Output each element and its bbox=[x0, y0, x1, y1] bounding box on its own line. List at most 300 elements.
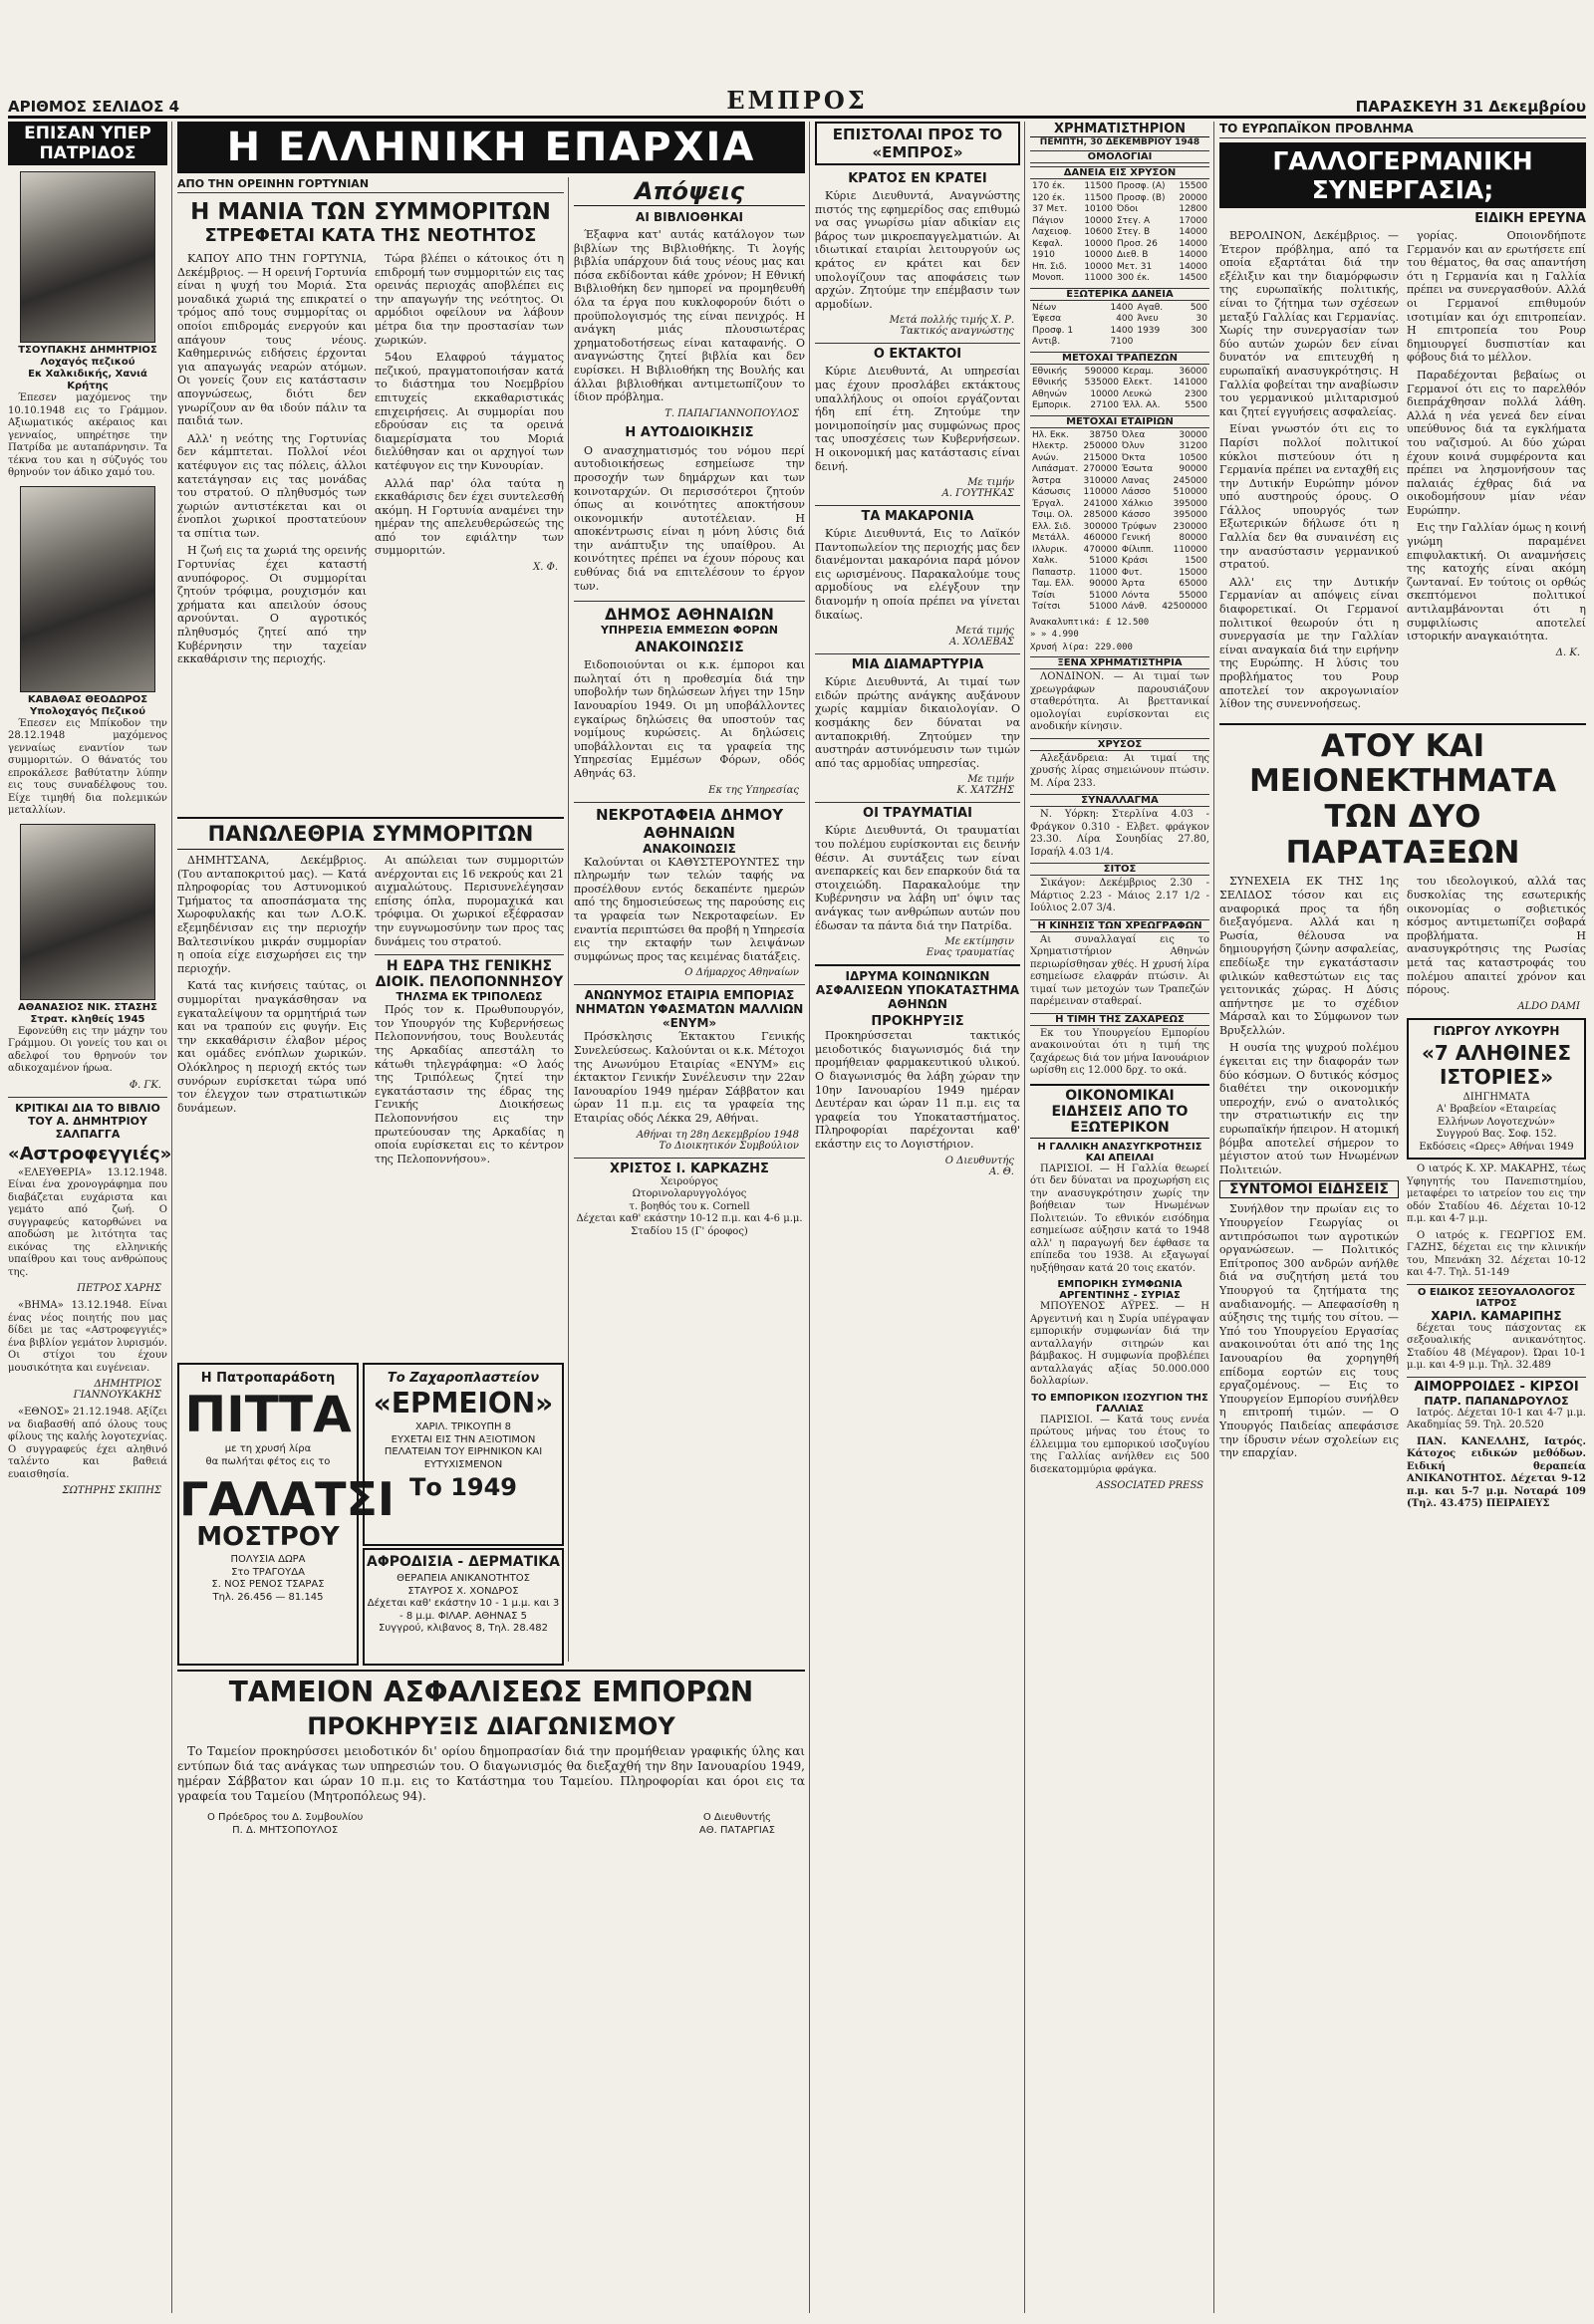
letter-3-body: Κύριε Διευθυντά, Εις το Λαϊκόν Παντοπωλείον της περιοχής μας δεν διανέμονται μακαρόνια παρά μόνον εις ωρισμένους. Παρακαλούμε τους αρμοδίους να ελέγξουν την διανομήν η οποία πρέπει να γίνεται δικαίως. bbox=[815, 527, 1020, 622]
disadv-body-1: ΣΥΝΕΧΕΙΑ ΕΚ ΤΗΣ 1ης ΣΕΛΙΔΟΣ τόσον και εις αναφορικά προς τα ήδη διεξαγόμενα. Αλλά και η Ρωσία, θέλουσα να δημιουργήση ζώνην ασφαλείας, επεδίωξε την εγκατάστασιν φιλικών καθεστώτων εις τας γειτονικάς χώρας. Η Δύσις απήντησε με το σχέδιον Μάρσαλ και το Σύμφωνον των Βρυξελλών. bbox=[1219, 875, 1399, 1037]
etairies-row bbox=[1030, 476, 1209, 488]
xrematiston-text: Αι συναλλαγαί εις το Χρηματιστήριον Αθηνών περιωρίσθησαν χθές. Η χρυσή λίρα εσημείωσε ελαφράν πτώσιν. Αι τιμαί των μετοχών των Τραπεζών παρέμειναν σταθεραί. bbox=[1030, 933, 1209, 1007]
daneia-cell: Στεγ. Β bbox=[1116, 227, 1151, 237]
etairies-cell: 11000 bbox=[1089, 567, 1118, 578]
exoterika-cell: Προσφ. 1 bbox=[1032, 325, 1074, 336]
etairies-row bbox=[1030, 522, 1209, 534]
doctor-2: Ο ιατρός κ. ΓΕΩΡΓΙΟΣ ΕΜ. ΓΑΖΗΣ, δέχεται εις την κλινικήν του, Μπενάκη 32. Δέχεται 10-12 και 4-7. Τηλ. 51-149 bbox=[1407, 1229, 1586, 1279]
daneia-cell: Προσ. 26 bbox=[1116, 238, 1158, 249]
autodiox-title: Η ΑΥΤΟΔΙΟΙΚΗΣΙΣ bbox=[625, 424, 754, 440]
daneia-row bbox=[1030, 250, 1209, 262]
etairies-cell: 30000 bbox=[1179, 429, 1207, 440]
etairies-cell: Τσίσι bbox=[1032, 590, 1055, 601]
exoterika-title: ΕΞΩΤΕΡΙΚΑ ΔΑΝΕΙΑ bbox=[1030, 288, 1209, 301]
daneia-row bbox=[1030, 193, 1209, 205]
etairies-cell: 42500000 bbox=[1162, 602, 1207, 612]
etairies-cell: 10500 bbox=[1179, 452, 1207, 463]
finance-column bbox=[1030, 122, 1209, 2313]
daneia-row bbox=[1030, 239, 1209, 251]
pitta-big: ΠΙΤΤΑ bbox=[184, 1386, 352, 1443]
etairies-cell: Τρύφων bbox=[1121, 521, 1157, 532]
sitos-text: Σικάγον: Δεκέμβριος 2.30 - Μάρτιος 2.23 - Μάιος 2.17 1/2 - Ιούλιος 2.07 3/4. bbox=[1030, 878, 1209, 913]
book-text: ΔΙΗΓΗΜΑΤΑ Α' Βραβείον «Εταιρείας Ελλήνων Λογοτεχνών» Συγγρού Βας. Σοφ. 152. Εκδόσεις «Ωρες» Αθήναι 1949 bbox=[1419, 1091, 1574, 1153]
etairies-cell: Ανών. bbox=[1032, 452, 1059, 463]
etairies-row bbox=[1030, 591, 1209, 603]
daneia-cell: 10000 bbox=[1084, 261, 1113, 272]
eco-h2: ΕΜΠΟΡΙΚΗ ΣΥΜΦΩΝΙΑ ΑΡΓΕΝΤΙΝΗΣ - ΣΥΡΙΑΣ bbox=[1057, 1279, 1183, 1301]
daneia-cell: 14500 bbox=[1179, 273, 1207, 283]
finance-title: ΧΡΗΜΑΤΙΣΤΗΡΙΟΝ bbox=[1030, 122, 1209, 137]
nekro-sig: Ο Δήμαρχος Αθηναίων bbox=[684, 967, 799, 979]
letter-2-sig: Με τιμήν Α. ΓΟΥΤΗΚΑΣ bbox=[941, 477, 1014, 500]
synallagma-title: ΣΥΝΑΛΛΑΓΜΑ bbox=[1030, 794, 1209, 807]
etairies-cell: 51000 bbox=[1089, 602, 1118, 612]
european-subhead: ΕΙΔΙΚΗ ΕΡΕΥΝΑ bbox=[1474, 211, 1586, 226]
etairies-cell: 65000 bbox=[1179, 579, 1207, 589]
etairies-cell: 110000 bbox=[1083, 487, 1118, 497]
trapezai-title: ΜΕΤΟΧΑΙ ΤΡΑΠΕΖΩΝ bbox=[1030, 352, 1209, 365]
daneia-row bbox=[1030, 181, 1209, 193]
derma-ad bbox=[363, 1548, 564, 1666]
exoterika-row bbox=[1030, 303, 1209, 315]
trapezai-cell: 590000 bbox=[1084, 366, 1119, 377]
doctor-3-name: ΧΑΡΙΛ. ΚΑΜΑΡΙΠΗΣ bbox=[1431, 1308, 1562, 1323]
gortynia-body-3: Η ζωή εις τα χωριά της ορεινής Γορτυνίας έχει καταστή ανυπόφορος. Οι συμμορίται ζητούν τρόφιμα, ρουχισμόν και χρήματα και απειλούν όσους αρνούνται. Ο αγροτικός πληθυσμός ζητεί από την Κυβέρνησιν την ταχείαν εκκαθάρισιν της περιοχής. bbox=[177, 544, 367, 666]
daneia-row bbox=[1030, 227, 1209, 239]
etairies-cell: Έργαλ. bbox=[1032, 498, 1064, 509]
exoterika-cell: Αγαθ. bbox=[1137, 302, 1164, 313]
etairies-cell: Χάλκιο bbox=[1121, 498, 1154, 509]
photo3-caption: ΑΘΑΝΑΣΙΟΣ ΝΙΚ. ΣΤΑΣΗΣ Στρατ. κληθείς 1945 bbox=[18, 1001, 157, 1025]
trapezai-cell: Εθνικής bbox=[1032, 378, 1068, 387]
xrysos-text: Αλεξάνδρεια: Αι τιμαί της χρυσής λίρας σημειώνουν πτώσιν. Μ. Λίρα 233. bbox=[1030, 752, 1209, 789]
doctor-1: Ο ιατρός Κ. ΧΡ. ΜΑΚΑΡΗΣ, τέως Υφηγητής του Πανεπιστημίου, μεταφέρει το ιατρείον του εις την οδόν Σταδίου 46. Δέχεται 10-12 π.μ. και 4-7 μ.μ. bbox=[1407, 1163, 1586, 1225]
tameion-sig-2: Ο Διευθυντής ΑΘ. ΠΑΤΑΡΓΙΑΣ bbox=[698, 1812, 775, 1836]
european-body-5: Παραδέχονται βεβαίως οι Γερμανοί ότι εις το παρελθόν διεπράχθησαν πολλά λάθη. Αλλά η νέα γενεά δεν είναι υπεύθυνος διά τα εγκλήματα του ναζισμού. Αι δύο χώραι έχουν κοινά συμφέροντα και πρέπει να λησμονήσουν τας παλαιάς έχθρας διά να οικοδομήσουν μίαν νέαν Ευρώπην. bbox=[1407, 368, 1586, 517]
photo1-caption: ΤΣΟΥΠΑΚΗΣ ΔΗΜΗΤΡΙΟΣ Λοχαγός πεζικού Εκ Χαλκιδικής, Χανιά Κρήτης bbox=[18, 345, 157, 391]
etairies-cell: 110000 bbox=[1173, 544, 1207, 555]
disadv-sig: ALDO DAMI bbox=[1517, 1000, 1580, 1012]
daneia-cell: 10000 bbox=[1084, 250, 1113, 260]
gortynia-article bbox=[177, 177, 564, 815]
european-body-2: Είναι γνωστόν ότι εις το Παρίσι πολλοί πολιτικοί κύκλοι πιστεύουν ότι η Γερμανία πρέπει να ενταχθή εις την Δυτικήν Ευρώπην μόνον υπό αυστηρούς όρους. Ο Γάλλος υπουργός των Εξωτερικών δήλωσε ότι η Γαλλία δεν θα συναινέση εις την ανασύστασιν γερμανικού στρατού. bbox=[1219, 422, 1399, 572]
etairies-cell: 241000 bbox=[1083, 498, 1118, 509]
daneia-cell: 14000 bbox=[1179, 261, 1207, 272]
tameion-ad bbox=[177, 1670, 805, 1911]
mostrou: ΜΟΣΤΡΟΥ bbox=[196, 1522, 340, 1552]
pitta-ad bbox=[177, 1363, 396, 1666]
zaxari-text: Εκ του Υπουργείου Εμπορίου ανακοινούται ότι η τιμή της ζαχάρεως διά τον μήνα Ιανουάριον ωρίσθη εις 12.000 δρχ. το οκά. bbox=[1030, 1027, 1209, 1076]
exoterika-cell: Άνευ bbox=[1137, 314, 1159, 324]
trapezai-cell: 141000 bbox=[1173, 378, 1207, 387]
gortynia-subhead: ΣΤΡΕΦΕΤΑΙ ΚΑΤΑ ΤΗΣ ΝΕΟΤΗΤΟΣ bbox=[204, 225, 537, 246]
european-body-4: γορίας. Οποιονδήποτε Γερμανόν και αν ερωτήσετε επί του θέματος, θα σας απαντήση ότι η Γερμανία και η Γαλλία πρέπει να συνεργασθούν. Αλλά οι Γερμανοί επιθυμούν ισοτιμίαν και όχι επιτροπείαν. Η επιτροπεία του Ρουρ δημιουργεί δυσπιστίαν και φόβους διά το μέλλον. bbox=[1407, 229, 1586, 365]
daneia-cell: 12800 bbox=[1179, 204, 1207, 214]
european-kicker: ΤΟ ΕΥΡΩΠΑΪΚΟΝ ΠΡΟΒΛΗΜΑ bbox=[1219, 122, 1586, 138]
letter-6-title: ΙΔΡΥΜΑ ΚΟΙΝΩΝΙΚΩΝ ΑΣΦΑΛΙΣΕΩΝ ΥΠΟΚΑΤΑΣΤΗΜΑ ΑΘΗΝΩΝ bbox=[815, 964, 1020, 1011]
dimos-anakoinosis: ΑΝΑΚΟΙΝΩΣΙΣ bbox=[635, 640, 744, 656]
etairies-cell: 510000 bbox=[1173, 487, 1207, 497]
letters-column bbox=[815, 122, 1020, 2313]
etairies-row bbox=[1030, 545, 1209, 557]
etairies-cell: Λάσσο bbox=[1121, 487, 1151, 497]
daneia-cell: 11000 bbox=[1084, 273, 1113, 283]
book-title: «7 ΑΛΗΘΙΝΕΣ ΙΣΤΟΡΙΕΣ» bbox=[1422, 1040, 1571, 1089]
etairies-cell: Παπαστρ. bbox=[1032, 567, 1076, 578]
initials: Φ. ΓΚ. bbox=[129, 1079, 161, 1091]
daneia-cell: Προσφ. (Α) bbox=[1116, 181, 1166, 191]
daneia-cell: 14000 bbox=[1179, 250, 1207, 260]
daneia-cell: 10100 bbox=[1084, 204, 1113, 214]
seat-title: Η ΕΔΡΑ ΤΗΣ ΓΕΝΙΚΗΣ ΔΙΟΙΚ. ΠΕΛΟΠΟΝΝΗΣΟΥ bbox=[375, 954, 564, 990]
panolethria-body-2: Κατά τας κινήσεις ταύτας, οι συμμορίται ηναγκάσθησαν να εγκαταλείψουν τα ορμητήριά των και να τραπούν εις φυγήν. Εις την εκκαθάρισιν έλαβον μέρος και ομάδες ενόπλων χωρικών. Ολόκληρος η περιοχή εκτός των συνόρων ευρίσκεται τώρα υπό τον έλεγχον των στρατιωτικών δυνάμεων. bbox=[177, 979, 367, 1115]
european-body-6: Εις την Γαλλίαν όμως η κοινή γνώμη παραμένει επιφυλακτική. Οι αναμνήσεις της κατοχής είναι ακόμη ζωνταναί. Εν τούτοις οι ορθώς σκεπτόμενοι πολιτικοί αντιλαμβάνονται ότι η συμφιλίωσις αποτελεί ιστορικήν αναγκαιότητα. bbox=[1407, 521, 1586, 644]
daneia-cell: Όδοι bbox=[1116, 204, 1139, 214]
etairies-cell: Φίλιππ. bbox=[1121, 544, 1155, 555]
letter-2-title: Ο ΕΚΤΑΚΤΟΙ bbox=[815, 343, 1020, 362]
tameion-body: Το Ταμείον προκηρύσσει μειοδοτικόν δι' ορίου δημοπρασίαν διά την προμήθειαν γραφικής ύλης και εντύπων διά τας ανάγκας των υπηρεσιών του. Ο διαγωνισμός θα διεξαχθή την 8ην Ιανουαρίου 1949, ημέραν Σάββατον και ώραν 10 π.μ. εις το Κατάστημα του Ταμείου. Πληροφορίαι και όροι εις τα γραφεία του Ταμείου (Μητροπόλεως 94). bbox=[177, 1744, 805, 1803]
etairies-cell: 300000 bbox=[1083, 521, 1118, 532]
anonymos-title: ΑΝΩΝΥΜΟΣ ΕΤΑΙΡΙΑ ΕΜΠΟΡΙΑΣ ΝΗΜΑΤΩΝ ΥΦΑΣΜΑΤΩΝ ΜΑΛΛΙΩΝ «ΕΝΥΜ» bbox=[574, 984, 805, 1030]
etairies-cell: Τσίτσι bbox=[1032, 602, 1061, 612]
doctor-4-text: Ιατρός. Δέχεται 10-1 και 4-7 μ.μ. Ακαδημίας 59. Τηλ. 20.520 bbox=[1407, 1407, 1586, 1431]
portrait-photo-2 bbox=[20, 486, 155, 692]
portrait-photo-3 bbox=[20, 824, 155, 1000]
etairies-cell: Χαλκ. bbox=[1032, 556, 1058, 566]
apopseis-title: Απόψεις bbox=[574, 177, 805, 206]
etairies-cell: Άρτα bbox=[1121, 579, 1146, 589]
xrysos-title: ΧΡΥΣΟΣ bbox=[1030, 738, 1209, 751]
panolethria-body-1: ΔΗΜΗΤΣΑΝΑ, Δεκέμβριος. (Του ανταποκριτού μας). — Κατά πληροφορίας του Αστυνομικού Τμήματος τα αποσπάσματα της Χωροφυλακής και των Λ.Ο.Κ. εξεμηδένισαν εις την περιοχήν Βαλτεσινίκου μικράν συμμορίαν η οποία είχε εισχωρήσει εις την περιοχήν. bbox=[177, 854, 367, 975]
disadv-body-3: του ιδεολογικού, αλλά τας δυσκολίας της εσωτερικής οικονομίας ο σοβιετικός κόσμος αντιμετωπίζει σοβαρά προβλήματα. Η ανασυγκρότησις της Ρωσίας μετά τας καταστροφάς του πολέμου απαιτεί χρόνον και πόρους. bbox=[1407, 875, 1586, 997]
dimos-sig: Εκ της Υπηρεσίας bbox=[708, 784, 799, 796]
exoterika-table bbox=[1030, 303, 1209, 349]
etairies-cell: 31200 bbox=[1179, 441, 1207, 451]
etairies-row bbox=[1030, 441, 1209, 453]
eco-h3: ΤΟ ΕΜΠΟΡΙΚΟΝ ΙΣΟΖΥΓΙΟΝ ΤΗΣ ΓΑΛΛΙΑΣ bbox=[1031, 1392, 1208, 1415]
etairies-cell: Κάσσο bbox=[1121, 510, 1151, 520]
etairies-cell: Λάνθ. bbox=[1121, 602, 1148, 612]
daneia-cell: Πάγιον bbox=[1032, 215, 1064, 226]
dimos-body: Ειδοποιούνται οι κ.κ. έμποροι και πωληταί ότι η προθεσμία διά την υποβολήν των δηλώσεων λήγει την 15ην Ιανουαρίου 1949. Οι μη υποβάλλοντες εγκαίρως δηλώσεις θα υποστούν τας νομίμους κυρώσεις. Αι δηλώσεις υποβάλλονται εις τα γραφεία της Υπηρεσίας Εμμέσων Φόρων, οδός Αθηνάς 63. bbox=[574, 658, 805, 780]
etairies-cell: Ιλλυρικ. bbox=[1032, 544, 1068, 555]
xrematiston-title: Η ΚΙΝΗΣΙΣ ΤΩΝ ΧΡΕΩΓΡΑΦΩΝ bbox=[1030, 919, 1209, 932]
trapezai-cell: Εμπορικ. bbox=[1032, 400, 1072, 410]
trapezai-table bbox=[1030, 367, 1209, 412]
letter-3-title: ΤΑ ΜΑΚΑΡΟΝΙΑ bbox=[815, 505, 1020, 524]
etairies-cell: 51000 bbox=[1089, 590, 1118, 601]
daneia-cell: Προσφ. (Β) bbox=[1116, 192, 1166, 203]
bazaar-year: Το 1949 bbox=[408, 1473, 517, 1501]
etairies-cell: Γενική bbox=[1121, 533, 1151, 543]
synallagma-text: Ν. Υόρκη: Στερλίνα 4.03 - Φράγκον 0.310 - Ελβετ. φράγκον 23.30. Λίρα Σουηδίας 27.80, Ισραήλ 4.03 1/4. bbox=[1030, 809, 1209, 858]
etairies-cell: Έσωτα bbox=[1121, 464, 1154, 474]
etairies-cell: Ηλεκτρ. bbox=[1032, 441, 1069, 451]
eco-b2: ΜΠΟΥΕΝΟΣ ΑΫΡΕΣ. — Η Αργεντινή και η Συρία υπέγραψαν εμπορικήν συμφωνίαν διά την ανταλλαγήν σιτηρών και βάμβακος. Η συμφωνία προβλέπει ανταλλαγάς αξίας 50.000.000 δολλαρίων. bbox=[1030, 1301, 1209, 1387]
daneia-cell: Κεφαλ. bbox=[1032, 238, 1063, 249]
etairies-cell: Ελλ. Σιδ. bbox=[1032, 521, 1072, 532]
daneia-cell: Ηπ. Σιδ. bbox=[1032, 261, 1068, 272]
exoterika-row bbox=[1030, 326, 1209, 338]
daneia-title: ΔΑΝΕΙΑ ΕΙΣ ΧΡΥΣΟΝ bbox=[1030, 166, 1209, 179]
galatsi: ΓΑΛΑΤΣΙ bbox=[179, 1472, 396, 1526]
daneia-cell: 37 Μετ. bbox=[1032, 204, 1068, 214]
derma-title: ΑΦΡΟΔΙΣΙΑ - ΔΕΡΜΑΤΙΚΑ bbox=[367, 1554, 560, 1570]
eco-b1: ΠΑΡΙΣΙΟΙ. — Η Γαλλία θεωρεί ότι δεν δύναται να προχωρήση εις την ανασυγκρότησιν χωρίς την βοήθειαν των Ηνωμένων Πολιτειών. Το εθνικόν εισόδημα εσημείωσε αύξησιν κατά το 1948 αλλ' η παραγωγή δεν έφθασε τα επίπεδα του 1938. Αι εξαγωγαί ηυξήθησαν κατά 20 τοις εκατόν. bbox=[1030, 1162, 1209, 1274]
letters-title: ΕΠΙΣΤΟΛΑΙ ΠΡΟΣ ΤΟ «ΕΜΠΡΟΣ» bbox=[815, 122, 1020, 165]
brief-title: ΣΥΝΤΟΜΟΙ ΕΙΔΗΣΕΙΣ bbox=[1219, 1180, 1399, 1198]
letter-4-title: ΜΙΑ ΔΙΑΜΑΡΤΥΡΙΑ bbox=[815, 653, 1020, 672]
anonymos-sig: Αθήναι τη 28η Δεκεμβρίου 1948 Το Διοικητικόν Συμβούλιον bbox=[636, 1129, 799, 1152]
anonymos-body: Πρόσκλησις Έκτακτου Γενικής Συνελεύσεως. Καλούνται οι κ.κ. Μέτοχοι της Ανωνύμου Εταιρίας «ΕΝΥΜ» εις έκτακτον Γενικήν Συνέλευσιν την 22αν Ιανουαρίου 1949 ημέραν Σάββατον και ώραν 11 π.μ. εις τα γραφεία της Εταιρίας οδός Λέκκα 29, Αθήναι. bbox=[574, 1030, 805, 1125]
doctor-4-title: ΑΙΜΟΡΡΟΙΔΕΣ - ΚΙΡΣΟΙ bbox=[1407, 1377, 1586, 1395]
etairies-cell: Κράσι bbox=[1121, 556, 1149, 566]
letter-6-subtitle: ΠΡΟΚΗΡΥΞΙΣ bbox=[871, 1014, 964, 1030]
gortynia-body-6: Αλλά παρ' όλα ταύτα η εκκαθάρισις δεν έχει συντελεσθή ακόμη. Η Γορτυνία αναμένει την ημέραν της απελευθερώσεώς της από τον εφιάλτην των συμμοριτών. bbox=[375, 476, 564, 558]
exoterika-cell: 300 bbox=[1190, 325, 1207, 336]
omologies-title: ΟΜΟΛΟΓΙΑΙ bbox=[1030, 150, 1209, 163]
daneia-table bbox=[1030, 181, 1209, 285]
etairies-cell: 90000 bbox=[1089, 579, 1118, 589]
etairies-cell: 80000 bbox=[1179, 533, 1207, 543]
critics-sig-2: ΔΗΜΗΤΡΙΟΣ ΓΙΑΝΝΟΥΚΑΚΗΣ bbox=[73, 1379, 161, 1401]
trapezai-cell: Κεραμ. bbox=[1123, 366, 1154, 377]
etairies-cell: 38750 bbox=[1089, 429, 1118, 440]
daneia-row bbox=[1030, 273, 1209, 285]
bazaar-text: ΧΑΡΙΛ. ΤΡΙΚΟΥΠΗ 8 ΕΥΧΕΤΑΙ ΕΙΣ ΤΗΝ ΑΞΙΟΤΙΜΟΝ ΠΕΛΑΤΕΙΑΝ ΤΟΥ ΕΙΡΗΝΙΚΟΝ ΚΑΙ ΕΥΤΥΧΙΣΜΕΝΟΝ bbox=[384, 1421, 543, 1470]
daneia-cell: 10000 bbox=[1084, 238, 1113, 249]
apopseis-column bbox=[574, 177, 805, 1662]
letter-1-title: ΚΡΑΤΟΣ ΕΝ ΚΡΑΤΕΙ bbox=[848, 171, 987, 186]
european-column bbox=[1219, 122, 1586, 2313]
doctor-3-title: Ο ΕΙΔΙΚΟΣ ΣΕΞΟΥΑΛΟΛΟΓΟΣ ΙΑΤΡΟΣ bbox=[1407, 1284, 1586, 1309]
etairies-cell: Ταμ. Ελλ. bbox=[1032, 579, 1075, 589]
disadv-body-2: Η ουσία της ψυχρού πολέμου έγκειται εις την διαφοράν των δύο κόσμων. Ο δυτικός κόσμος διαθέτει την οικονομικήν υπεροχήν, ενώ ο ανατολικός την στρατιωτικήν εις την ευρωπαϊκήν ήπειρον. Η ατομική βόμβα αποτελεί σήμερον το μέγιστον ατού των Ηνωμένων Πολιτειών. bbox=[1219, 1041, 1399, 1176]
etairies-cell: Μετάλλ. bbox=[1032, 533, 1070, 543]
etairies-cell: Λιπάσματ. bbox=[1032, 464, 1079, 474]
critics-book: «Αστροφεγγιές» bbox=[8, 1143, 172, 1164]
etairies-row bbox=[1030, 453, 1209, 465]
letter-5-sig: Με εκτίμησιν Ενας τραυματίας bbox=[926, 936, 1014, 959]
bazaar-title: Το Ζαχαροπλαστείον bbox=[387, 1371, 540, 1386]
critics-text-3: «ΕΘΝΟΣ» 21.12.1948. Αξίζει να διαβασθή από όλους τους φίλους της καλής λογοτεχνίας. Ο συγγραφεύς έχει αληθινό ταλέντο και βαθειά ευαισθησία. bbox=[8, 1407, 167, 1480]
etairies-cell: 90000 bbox=[1179, 464, 1207, 474]
page-number: ΑΡΙΘΜΟΣ ΣΕΛΙΔΟΣ 4 bbox=[8, 98, 180, 116]
daneia-row bbox=[1030, 204, 1209, 216]
portrait-photo-1 bbox=[20, 171, 155, 343]
etairies-cell: Όλεα bbox=[1121, 429, 1146, 440]
daneia-cell: 120 έκ. bbox=[1032, 192, 1066, 203]
seat-sub: ΤΗΛΣΜΑ ΕΚ ΤΡΙΠΟΛΕΩΣ bbox=[396, 990, 543, 1004]
daneia-cell: 300 έκ. bbox=[1116, 273, 1151, 283]
gortynia-headline: Η ΜΑΝΙΑ ΤΩΝ ΣΥΜΜΟΡΙΤΩΝ bbox=[190, 199, 551, 225]
autodiox-body: Ο ανασχηματισμός του νόμου περί αυτοδιοικήσεως εσημείωσε την προσοχήν των δημάρχων και των κοινοταρχών. Οι περισσότεροι ζητούν όπως αι κοινότητες αποκτήσουν οικονομικήν αυτοτέλειαν. Η αποκέντρωσις είναι η μόνη λύσις διά την ανάπτυξιν της υπαίθρου. Αι κοινότητες πρέπει να έχουν πόρους και ευθύνας διά να επιτελέσουν το έργον των. bbox=[574, 443, 805, 593]
letter-6-sig: Ο Διευθυντής Α. Θ. bbox=[944, 1155, 1014, 1177]
daneia-cell: 17000 bbox=[1179, 215, 1207, 226]
photo3-text: Εφονεύθη εις την μάχην του Γράμμου. Οι γονείς του και οι αδελφοί του θρηνούν τον αδικοχαμένον ήρωα. bbox=[8, 1025, 167, 1074]
daneia-cell: 1910 bbox=[1032, 250, 1055, 260]
exoterika-cell: Νέων bbox=[1032, 302, 1057, 313]
gortynia-body-2: Αλλ' η νεότης της Γορτυνίας δεν κάμπτεται. Πολλοί νέοι κατέφυγον εις τας πόλεις, άλλοι κατετάγησαν εις τας μονάδας του στρατού. Ο πληθυσμός των χωριών αντιστέκεται και οι ένοπλοι χωρικοί προστατεύουν τα σπίτια των. bbox=[177, 431, 367, 540]
exoterika-row bbox=[1030, 314, 1209, 326]
eparchia-title: Η ΕΛΛΗΝΙΚΗ ΕΠΑΡΧΙΑ bbox=[226, 125, 756, 170]
bazaar-name: «ΕΡΜΕΙΟΝ» bbox=[373, 1387, 554, 1420]
etairies-cell: 245000 bbox=[1173, 475, 1207, 486]
daneia-cell: 15500 bbox=[1179, 181, 1207, 191]
book-ad bbox=[1407, 1018, 1586, 1161]
derma-text: ΘΕΡΑΠΕΙΑ ΑΝΙΚΑΝΟΤΗΤΟΣ ΣΤΑΥΡΟΣ Χ. ΧΟΝΔΡΟΣ Δέχεται καθ' εκάστην 10 - 1 μ.μ. και 3 - 8 μ.μ. ΦΙΛΑΡ. ΑΘΗΝΑΣ 5 Συγγρού, κλιβανος 8, Τηλ. 28.482 bbox=[367, 1573, 560, 1634]
left-kicker: ΕΠΙΣΑΝ ΥΠΕΡ ΠΑΤΡΙΔΟΣ bbox=[8, 122, 167, 165]
doctor-4-name: ΠΑΤΡ. ΠΑΠΑΝΔΡΟΥΛΟΣ bbox=[1424, 1394, 1569, 1408]
tameion-sig-1: Ο Πρόεδρος του Δ. Συμβουλίου Π. Δ. ΜΗΤΣΟΠΟΥΛΟΣ bbox=[207, 1812, 364, 1836]
daneia-cell: 14000 bbox=[1179, 238, 1207, 249]
letter-1-body: Κύριε Διευθυντά, Αναγνώστης πιστός της εφημερίδος σας επιθυμώ να σας γνωρίσω μίαν αδικίαν εις βάρος των μικροεπαγγελματιών. Αι ιδιωτικαί εταιρίαι λειτουργούν ως κράτος εν κράτει και δεν υπολογίζουν τας αποφάσεις των αρχών. Ζητούμε την επέμβασιν των αρμοδίων. bbox=[815, 189, 1020, 311]
etairies-row bbox=[1030, 533, 1209, 545]
critics-sig-3: ΣΩΤΗΡΗΣ ΣΚΙΠΗΣ bbox=[62, 1485, 161, 1496]
dimos-title: ΔΗΜΟΣ ΑΘΗΝΑΙΩΝ bbox=[574, 601, 805, 624]
anakaliptika-2: » » 4.990 bbox=[1030, 630, 1079, 640]
etairies-row bbox=[1030, 430, 1209, 442]
letter-4-sig: Με τιμήν Κ. ΧΑΤΖΗΣ bbox=[956, 774, 1014, 797]
daneia-cell: Μετ. 31 bbox=[1116, 261, 1153, 272]
panolethria-title: ΠΑΝΩΛΕΘΡΙΑ ΣΥΜΜΟΡΙΤΩΝ bbox=[177, 817, 564, 850]
lawyer-name: ΧΡΙΣΤΟΣ Ι. ΚΑΡΚΑΖΗΣ bbox=[574, 1158, 805, 1176]
ermeion-ad bbox=[363, 1363, 564, 1546]
seat-body: Πρός τον κ. Πρωθυπουργόν, τον Υπουργόν της Κυβερνήσεως Πελοποννήσου, τους Βουλευτάς της Αρκαδίας απεστάλη το κάτωθι τηλεγράφημα: «Ο λαός της Τριπόλεως ζητεί την εγκατάστασιν της έδρας της Γενικής Διοικήσεως Πελοποννήσου εις την πρωτεύουσαν της Αρκαδίας η οποία ευρίσκεται εις το κέντρον της Πελοποννήσου». bbox=[375, 1003, 564, 1165]
etairies-cell: Λόντα bbox=[1121, 590, 1150, 601]
letter-4-body: Κύριε Διευθυντά, Αι τιμαί των ειδών πρώτης ανάγκης αυξάνουν χωρίς καμμίαν δικαιολογίαν. Ο κοσμάκης δεν δύναται να ανταποκριθή. Ζητούμεν την αυστηράν αστυνόμευσιν των τιμών από τας αρμοδίας υπηρεσίας. bbox=[815, 675, 1020, 770]
trapezai-row bbox=[1030, 400, 1209, 412]
exoterika-row bbox=[1030, 337, 1209, 349]
trapezai-cell: Έλλ. Αλ. bbox=[1123, 400, 1161, 410]
nekro-title: ΝΕΚΡΟΤΑΦΕΙΑ ΔΗΜΟΥ ΑΘΗΝΑΙΩΝ bbox=[574, 802, 805, 842]
letter-1-sig: Μετά πολλής τιμής Χ. Ρ. Τακτικός αναγνώστης bbox=[889, 315, 1014, 338]
etairies-row bbox=[1030, 602, 1209, 614]
etairies-cell: 230000 bbox=[1173, 521, 1207, 532]
trapezai-cell: Αθηνών bbox=[1032, 388, 1067, 399]
nekro-sub: ΑΝΑΚΟΙΝΩΣΙΣ bbox=[643, 841, 736, 856]
left-column bbox=[8, 122, 172, 2313]
etairies-cell: Όλυν bbox=[1121, 441, 1145, 451]
letter-6-body: Προκηρύσσεται τακτικός μειοδοτικός διαγωνισμός διά την προμήθειαν φαρμακευτικού υλικού. Ο διαγωνισμός θα λάβη χώραν την 10ην Ιανουαρίου 1949 ημέραν Δευτέραν και ώραν 11 π.μ. εις τα γραφεία του Υποκαταστήματος. Πληροφορίαι παρέχονται καθ' εκάστην εις το Λογιστήριον. bbox=[815, 1029, 1020, 1151]
etairies-cell: 15000 bbox=[1179, 567, 1207, 578]
trapezai-cell: 535000 bbox=[1084, 378, 1119, 387]
critics-text-2: «ΒΗΜΑ» 13.12.1948. Είναι ένας νέος ποιητής που μας δίδει με τας «Αστροφεγγιές» ένα βιβλίον γεμάτον λυρισμόν. Οι στίχοι του έχουν μουσικότητα και ευγένειαν. bbox=[8, 1300, 167, 1374]
daneia-row bbox=[1030, 262, 1209, 274]
anakaliptika: Άνακαλυπτικά: £ 12.500 bbox=[1030, 617, 1150, 628]
daneia-cell: Στεγ. Α bbox=[1116, 215, 1151, 226]
sitos-title: ΣΙΤΟΣ bbox=[1030, 863, 1209, 876]
eco-sig: ASSOCIATED PRESS bbox=[1096, 1480, 1203, 1491]
etairies-cell: 55000 bbox=[1179, 590, 1207, 601]
etairies-cell: Ηλ. Εκκ. bbox=[1032, 429, 1069, 440]
daneia-cell: 10000 bbox=[1084, 215, 1113, 226]
eco-title: ΟΙΚΟΝΟΜΙΚΑΙ ΕΙΔΗΣΕΙΣ ΑΠΟ ΤΟ ΕΞΩΤΕΡΙΚΟΝ bbox=[1030, 1084, 1209, 1139]
etairies-cell: 460000 bbox=[1083, 533, 1118, 543]
etairies-cell: Φυτ. bbox=[1121, 567, 1143, 578]
trapezai-cell: Εθνικής bbox=[1032, 366, 1068, 377]
eco-b3: ΠΑΡΙΣΙΟΙ. — Κατά τους εννέα πρώτους μήνας του έτους το έλλειμμα του εμπορικού ισοζυγίου της Γαλλίας ανήλθεν εις 500 δισεκατομμύρια φράγκα. bbox=[1030, 1414, 1209, 1475]
etairies-title: ΜΕΤΟΧΑΙ ΕΤΑΙΡΙΩΝ bbox=[1030, 415, 1209, 428]
panolethria-article bbox=[177, 817, 564, 1355]
exoterika-cell: 500 bbox=[1190, 302, 1207, 313]
zaxari-title: Η ΤΙΜΗ ΤΗΣ ΖΑΧΑΡΕΩΣ bbox=[1030, 1013, 1209, 1026]
trapezai-cell: 5500 bbox=[1185, 400, 1207, 410]
libraries-sig: Τ. ΠΑΠΑΓΙΑΝΝΟΠΟΥΛΟΣ bbox=[664, 407, 799, 419]
gortynia-body-5: 54ου Ελαφρού τάγματος πεζικού, πραγματοποιήσαν κατά το διάστημα του Νοεμβρίου επιτυχείς εκκαθαριστικάς επιχειρήσεις. Αι συμμορίαι που εδρούσαν εις τα ορεινά διαμερίσματα του Μοριά διελύθησαν και οι αρχηγοί των κατέφυγον εις την Κυνουρίαν. bbox=[375, 351, 564, 472]
etairies-cell: Τσιμ. Ολ. bbox=[1032, 510, 1073, 520]
finance-date: ΠΕΜΠΤΗ, 30 ΔΕΚΕΜΒΡΙΟΥ 1948 bbox=[1039, 137, 1200, 147]
trapezai-cell: 36000 bbox=[1179, 366, 1207, 377]
gortynia-sig: Χ. Φ. bbox=[533, 562, 558, 574]
exoterika-cell: Έφεσα bbox=[1032, 314, 1062, 324]
trapezai-row bbox=[1030, 367, 1209, 379]
daneia-cell: 10600 bbox=[1084, 227, 1113, 237]
exoterika-cell: 30 bbox=[1196, 314, 1207, 324]
eco-h1: Η ΓΑΛΛΙΚΗ ΑΝΑΣΥΓΚΡΟΤΗΣΙΣ ΚΑΙ ΑΠΕΙΛΑΙ bbox=[1037, 1141, 1202, 1163]
libraries-title: ΑΙ ΒΙΒΛΙΟΘΗΚΑΙ bbox=[636, 210, 743, 224]
european-body-3: Αλλ' εις την Δυτικήν Γερμανίαν αι απόψεις είναι διαφορετικαί. Οι Γερμανοί πολιτικοί θεωρούν ότι η συνεργασία με την Γαλλίαν είναι αναγκαία διά την ειρήνην της Ευρώπης. Η λύσις του προβλήματος του Ρουρ αποτελεί τον ακρογωνιαίον λίθον της συνεννοήσεως. bbox=[1219, 575, 1399, 711]
doctor-3-text: δέχεται τους πάσχοντας εκ σεξουαλικής ανικανότητος. Σταδίου 48 (Μέγαρον). Ώραι 10-1 μ.μ. και 4-9 μ.μ. Τηλ. 32.489 bbox=[1407, 1322, 1586, 1372]
newspaper-page bbox=[8, 0, 1586, 2324]
trapezai-row bbox=[1030, 389, 1209, 401]
pitta-title: Η Πατροπαράδοτη bbox=[200, 1371, 336, 1386]
etairies-cell: 395000 bbox=[1173, 510, 1207, 520]
daneia-row bbox=[1030, 216, 1209, 228]
photo1-text: Έπεσεν μαχόμενος την 10.10.1948 εις το Γράμμον. Αξιωματικός ακέραιος και γενναίος, υπηρέτησε την Πατρίδα με αυταπάρνησιν. Τα τέκνα του και η σύζυγός του θρηνούν τον άδικο χαμό του. bbox=[8, 392, 167, 478]
tameion-title: ΤΑΜΕΙΟΝ ΑΣΦΑΛΙΣΕΩΣ ΕΜΠΟΡΩΝ bbox=[228, 1676, 754, 1708]
trapezai-cell: 10000 bbox=[1090, 388, 1119, 399]
trapezai-cell: Ελεκτ. bbox=[1123, 378, 1153, 387]
etairies-cell: Κάσωσις bbox=[1032, 487, 1072, 497]
etairies-cell: 395000 bbox=[1173, 498, 1207, 509]
critics-sig-1: ΠΕΤΡΟΣ ΧΑΡΗΣ bbox=[77, 1283, 161, 1294]
european-sig: Δ. Κ. bbox=[1555, 646, 1580, 658]
gortynia-body-1: ΚΑΠΟΥ ΑΠΟ ΤΗΝ ΓΟΡΤΥΝΙΑ, Δεκέμβριος. — Η ορεινή Γορτυνία είναι η ψυχή του Μοριά. Στα μοναδικά χωριά της επικρατεί ο τρόμος από τους συμμορίτας οι οποίοι επιδρομάς ενεργούν και απάγουν τους νέους. Καθημερινώς ειδήσεις έρχονται για απαγωγάς νεαρών ατόμων. Οι γονείς ζουν εις κατάστασιν απογνώσεως, διότι δεν γνωρίζουν αν θα ιδούν πάλιν τα παιδιά των. bbox=[177, 252, 367, 428]
page-date: ΠΑΡΑΣΚΕΥΗ 31 Δεκεμβρίου bbox=[1355, 98, 1586, 116]
disadv-headline: ΑΤΟΥ ΚΑΙ ΜΕΙΟΝΕΚΤΗΜΑΤΑ ΤΩΝ ΔΥΟ ΠΑΡΑΤΑΞΕΩΝ bbox=[1219, 723, 1586, 872]
panolethria-body-3: Αι απώλειαι των συμμοριτών ανέρχονται εις 16 νεκρούς και 21 αιχμαλώτους. Περισυνελέγησαν επίσης όπλα, πυρομαχικά και τρόφιμα. Οι χωρικοί εξέφρασαν την ευγνωμοσύνην των προς τας δυνάμεις του στρατού. bbox=[375, 854, 564, 948]
mostrou-text: ΠΟΛΥΣΙΑ ΔΩΡΑ Στο ΤΡΑΓΟΥΔΑ Σ. ΝΟΣ ΡΕΝΟΣ ΤΣΑΡΑΣ Τηλ. 26.456 — 81.145 bbox=[211, 1554, 325, 1603]
etairies-cell: 470000 bbox=[1083, 544, 1118, 555]
etairies-cell: Όκτα bbox=[1121, 452, 1146, 463]
daneia-cell: Λαχειοφ. bbox=[1032, 227, 1072, 237]
xena-title: ΞΕΝΑ ΧΡΗΜΑΤΙΣΤΗΡΙΑ bbox=[1030, 656, 1209, 669]
exoterika-cell: 400 bbox=[1116, 314, 1134, 324]
gold-coin: Χρυσή λίρα: 229.000 bbox=[1030, 642, 1133, 652]
letter-2-body: Κύριε Διευθυντά, Αι υπηρεσίαι μας έχουν προσλάβει εκτάκτους υπαλλήλους οι οποίοι εργάζονται ήδη επί έτη. Ζητούμε την μονιμοποίησίν μας συμφώνως προς τας υποσχέσεις των Κυβερνήσεων. Η οικονομική μας κατάστασις είναι δεινή. bbox=[815, 365, 1020, 473]
lawyer-text: Χειρούργος Ωτορινολαρυγγολόγος τ. βοηθός του κ. Cornell Δέχεται καθ' εκάστην 10-12 π.μ. και 4-6 μ.μ. Σταδίου 15 (Γ' όροφος) bbox=[576, 1175, 803, 1237]
daneia-cell: Μονοπ. bbox=[1032, 273, 1065, 283]
gortynia-section: ΑΠΟ ΤΗΝ ΟΡΕΙΝΗΝ ΓΟΡΤΥΝΙΑΝ bbox=[177, 177, 564, 193]
etairies-cell: 310000 bbox=[1083, 475, 1118, 486]
trapezai-row bbox=[1030, 378, 1209, 389]
xena-text: ΛΟΝΔΙΝΟΝ. — Αι τιμαί των χρεωγράφων παρουσιάζουν σταθερότητα. Αι βρεττανικαί ομολογίαι ευρίσκονται εις ανοδικήν κίνησιν. bbox=[1030, 671, 1209, 732]
daneia-cell: 20000 bbox=[1179, 192, 1207, 203]
trapezai-cell: 27100 bbox=[1090, 400, 1119, 410]
photo2-caption: ΚΑΒΑΘΑΣ ΘΕΟΔΩΡΟΣ Υπολοχαγός Πεζικού bbox=[27, 693, 148, 717]
daneia-cell: 170 έκ. bbox=[1032, 181, 1066, 191]
photo2-text: Έπεσεν εις Μπίκοδον την 28.12.1948 μαχόμενος γενναίως εναντίον των συμμοριτών. Ο θάνατός του επροκάλεσε βαθύτατην λύπην εις τους συναδέλφους του. Είχε τιμηθή δια πολεμικών μεταλλίων. bbox=[8, 717, 167, 816]
exoterika-cell bbox=[1135, 337, 1179, 349]
exoterika-cell: 7100 bbox=[1110, 337, 1134, 347]
trapezai-cell: 2300 bbox=[1185, 388, 1207, 399]
etairies-cell: 51000 bbox=[1089, 556, 1118, 566]
daneia-cell: 14000 bbox=[1179, 227, 1207, 237]
daneia-cell: 11500 bbox=[1084, 181, 1113, 191]
etairies-cell: Άστρα bbox=[1032, 475, 1061, 486]
daneia-cell: Διεθ. Β bbox=[1116, 250, 1149, 260]
